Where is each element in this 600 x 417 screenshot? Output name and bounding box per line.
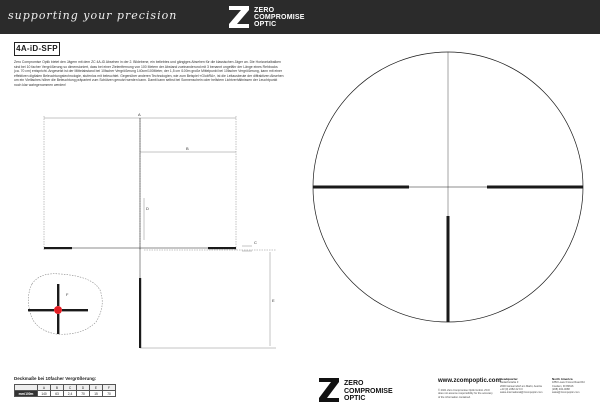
headquarter-address: [500, 378, 546, 394]
na-line: 1850 Lower Forest Road Rd: [552, 381, 585, 385]
description-text: Zero Compromise Optik bietet den Jägern mit dem ZC 4A-iD Absehen in der 2. Bildebene, ein beliebtes und gängiges Absehen für die klassischen Jäger an. Die Horizontalbalken sind bei 10 facher Vergrößerung so dimensioniert, dass bei einer Zielentfernung von 100 Metern der Abstand zueinanderund mit 3 benannt ungefähr der Länge eines Rehbocks (ca. 70 cm) entspricht. Angesetzt ist der Mittelabstand bei 10facher Vergrößerung 140cm/100Meter, der 1,5 cm /100m große Mittelpunkt bei 10facher Vergrößerung, kann mit einer effektiven digitalen Beleuchtungstechnologie, stufenlos mit beleuchtet. Gegenüber anderen Technologien, wie zum Beispiel «GlobRA», ist die Leitausbeute der diffraktiven Absehen um ein Vielfaches höher die Beleuchtung präpariert zum Schützen genutzt werden kann. Damit kann selbst bei Sonnenschein oder hellstem Lichtverhältnissen der Leuchtpunkt noch klar wahrgenommen werden!: [14, 60, 284, 87]
table-cell: 15: [90, 391, 103, 397]
hq-title: Headquarter: [500, 377, 518, 381]
brand-line-2: COMPROMISE: [254, 14, 305, 21]
label-a: A: [138, 112, 141, 117]
mag-table: [14, 384, 116, 397]
hq-line: 2000 Gänserndorf am Markt, Austria: [500, 384, 542, 388]
red-center-dot: [54, 306, 62, 314]
hq-line: Bedachstraße 3: [500, 381, 519, 385]
table-cell: 70: [103, 391, 116, 397]
footer-brand-line-2: COMPROMISE: [344, 387, 393, 395]
table-header-cell: C: [64, 385, 77, 391]
footer-logo: [318, 377, 428, 403]
hq-email[interactable]: sales-international@zcompoptic.com: [500, 391, 543, 395]
na-email[interactable]: sales@zcompoptic.com: [552, 391, 580, 395]
label-f: F: [66, 292, 69, 297]
footer-brand-line-3: OPTIC: [344, 395, 366, 402]
table-cell: 70: [77, 391, 90, 397]
label-e: E: [272, 298, 275, 303]
table-header-cell: B: [51, 385, 64, 391]
footer-brand-name: [344, 380, 393, 403]
label-d: D: [146, 206, 149, 211]
model-title: 4A-iD-SFP: [14, 42, 60, 56]
zco-logo-icon: [318, 377, 340, 403]
table-header-cell: D: [77, 385, 90, 391]
brand-line-3: OPTIC: [254, 21, 277, 28]
table-cell: 140: [38, 391, 51, 397]
slogan: supporting your precision: [8, 9, 178, 22]
hq-line: +43 (0) 2282 22 9 0: [500, 387, 523, 391]
table-header-cell: E: [90, 385, 103, 391]
website-link[interactable]: www.zcompoptic.com: [438, 378, 501, 384]
table-header-cell: A: [38, 385, 51, 391]
na-title: North America: [552, 377, 573, 381]
na-line: Coulterv, ID 83616: [552, 384, 574, 388]
label-b: B: [186, 146, 189, 151]
brand-line-1: ZERO: [254, 7, 275, 14]
north-america-address: [552, 378, 596, 394]
dimension-lines: [44, 116, 276, 348]
table-row-label: mm/100m: [15, 391, 38, 397]
na-line: (208) 402-4668: [552, 387, 570, 391]
footer-brand-line-1: ZERO: [344, 380, 364, 387]
table-cell: 63: [51, 391, 64, 397]
table-row: [15, 391, 116, 397]
reticle-view: [313, 52, 583, 322]
label-c: C: [254, 240, 257, 245]
center-dot-detail: [28, 274, 102, 335]
mag-table-title: Deckmaße bei 10facher Vergrößerung:: [14, 376, 97, 381]
table-header-cell: F: [103, 385, 116, 391]
copyright-text: © 2021 Zero Compromise Optik GmbH. ZCO does not assume responsibility for the accuracy of the information contained.: [438, 389, 493, 399]
table-cell: 2,4: [64, 391, 77, 397]
